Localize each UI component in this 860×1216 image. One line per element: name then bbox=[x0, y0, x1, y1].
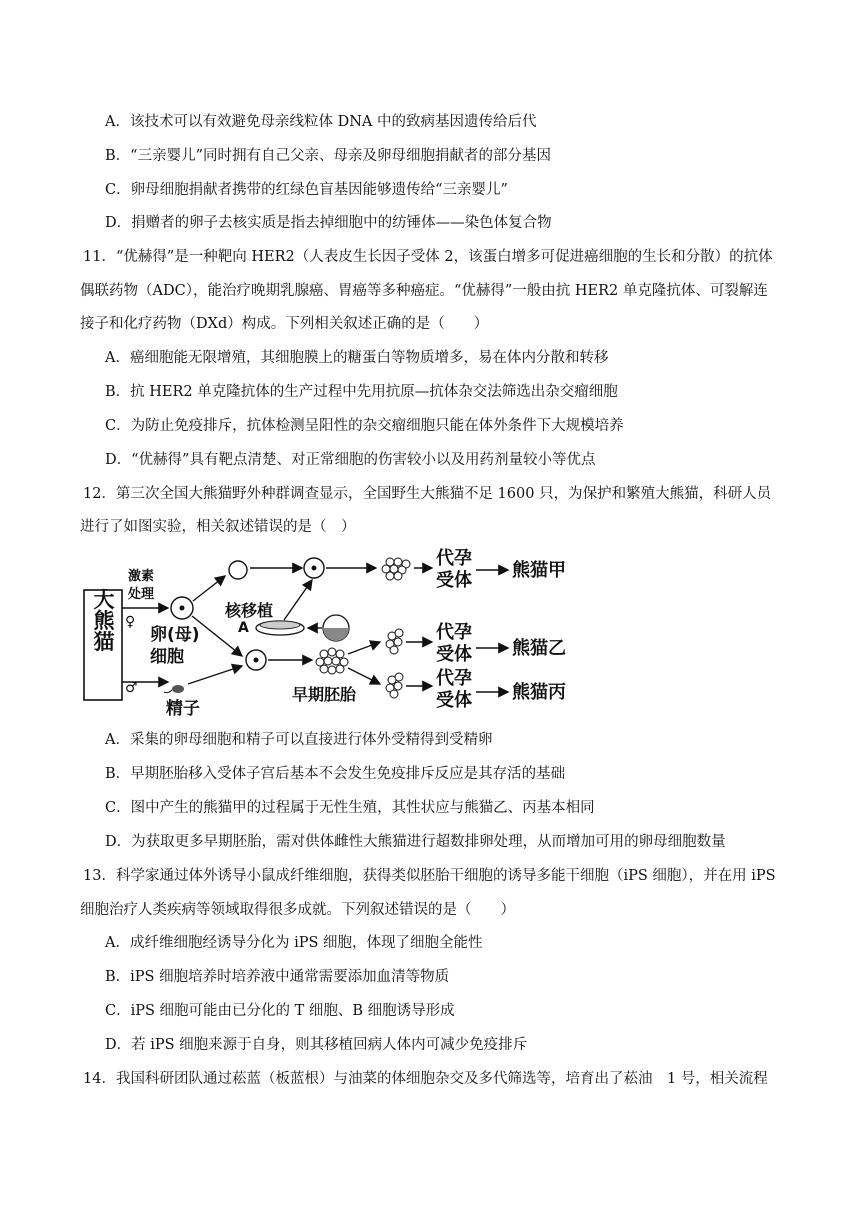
split-embryo-2 bbox=[386, 673, 403, 698]
arrow-dish-to-clone bbox=[284, 580, 312, 620]
female-symbol: ♀ bbox=[125, 614, 136, 630]
cloned-zygote-nucleus bbox=[312, 566, 317, 571]
hormone-label-2: 处理 bbox=[128, 587, 155, 602]
q13-stem-line-2: 细胞治疗人类疾病等领域取得很多成就。下列叙述错误的是（ ） bbox=[80, 902, 515, 918]
ivf-zygote-nucleus bbox=[254, 658, 259, 663]
arrow-embryo-split-down bbox=[348, 668, 380, 684]
egg-nucleus bbox=[180, 606, 185, 611]
q14-stem-line-1: 14．我国科研团队通过菘蓝（板蓝根）与油菜的体细胞杂交及多代筛选等，培育出了菘油 1 号，相关流程 bbox=[83, 1071, 768, 1087]
enucleated-egg bbox=[229, 561, 247, 579]
q12-stem-line-1: 12．第三次全国大熊猫野外种群调查显示，全国野生大熊猫不足 1600 只，为保护和繁殖大熊猫，科研人员 bbox=[83, 486, 772, 502]
male-symbol: ♂ bbox=[125, 680, 138, 696]
q11-option-c: C．为防止免疫排斥，抗体检测呈阳性的杂交瘤细胞只能在体外条件下大规模培养 bbox=[105, 418, 624, 434]
q10-option-c: C．卵母细胞捐献者携带的红绿色盲基因能够遗传给“三亲婴儿” bbox=[105, 182, 508, 198]
panda-yi-label: 熊猫乙 bbox=[512, 638, 566, 659]
q11-stem-line-2: 偶联药物（ADC），能治疗晚期乳腺癌、胃癌等多种癌症。“优赫得”一般由抗 HER2 单克隆抗体、可裂解连 bbox=[80, 283, 768, 299]
q12-option-a: A．采集的卵母细胞和精子可以直接进行体外受精得到受精卵 bbox=[105, 732, 493, 748]
surrogate-3-line-1: 代孕 bbox=[436, 668, 472, 689]
panda-jia-label: 熊猫甲 bbox=[512, 560, 566, 581]
panda-experiment-diagram bbox=[80, 548, 580, 720]
arrow-egg-to-enucleated bbox=[193, 576, 225, 601]
sperm-tail bbox=[164, 690, 172, 693]
q13-option-c: C．iPS 细胞可能由已分化的 T 细胞、B 细胞诱导形成 bbox=[105, 1003, 455, 1019]
q13-option-a: A．成纤维细胞经诱导分化为 iPS 细胞，体现了细胞全能性 bbox=[105, 935, 483, 951]
q11-option-b: B．抗 HER2 单克隆抗体的生产过程中先用抗原—抗体杂交法筛选出杂交瘤细胞 bbox=[105, 384, 618, 400]
q13-stem-line-1: 13．科学家通过体外诱导小鼠成纤维细胞，获得类似胚胎干细胞的诱导多能干细胞（iPS 细胞），并在用 iPS bbox=[83, 868, 776, 884]
q13-option-b: B．iPS 细胞培养时培养液中通常需要添加血清等物质 bbox=[105, 969, 450, 985]
hormone-label-1: 激素 bbox=[128, 569, 155, 584]
panda-box-label: 大熊猫 bbox=[91, 588, 115, 652]
q12-option-d: D．为获取更多早期胚胎，需对供体雌性大熊猫进行超数排卵处理，从而增加可用的卵母细胞数量 bbox=[105, 834, 726, 850]
q13-option-d: D．若 iPS 细胞来源于自身，则其移植回病人体内可减少免疫排斥 bbox=[105, 1037, 528, 1053]
early-embryo-label: 早期胚胎 bbox=[292, 685, 357, 704]
q12-option-c: C．图中产生的熊猫甲的过程属于无性生殖，其性状应与熊猫乙、丙基本相同 bbox=[105, 800, 595, 816]
surrogate-1-line-2: 受体 bbox=[436, 570, 472, 591]
clone-morula bbox=[382, 558, 410, 580]
q11-option-d: D．“优赫得”具有靶点清楚、对正常细胞的伤害较小以及用药剂量较小等优点 bbox=[105, 452, 596, 468]
culture-dish-inner bbox=[260, 621, 300, 629]
q12-option-b: B．早期胚胎移入受体子宫后基本不会发生免疫排斥反应是其存活的基础 bbox=[105, 766, 566, 782]
q11-stem-line-3: 接子和化疗药物（DXd）构成。下列相关叙述正确的是（ ） bbox=[80, 316, 489, 332]
q12-stem-line-2: 进行了如图实验，相关叙述错误的是（ ） bbox=[80, 519, 356, 535]
arrow-sperm-to-zygote bbox=[188, 666, 242, 684]
early-embryo-cluster bbox=[316, 648, 348, 674]
egg-label-2: 细胞 bbox=[150, 647, 184, 667]
surrogate-3-line-2: 受体 bbox=[436, 690, 472, 711]
egg-label-1: 卵(母) bbox=[150, 625, 200, 645]
q10-option-a: A．该技术可以有效避免母亲线粒体 DNA 中的致病基因遗传给后代 bbox=[105, 114, 537, 130]
surrogate-1-line-1: 代孕 bbox=[436, 548, 472, 569]
q11-stem-line-1: 11．“优赫得”是一种靶向 HER2（人表皮生长因子受体 2，该蛋白增多可促进癌细胞的生长和分散）的抗体 bbox=[83, 249, 773, 265]
panda-bing-label: 熊猫丙 bbox=[512, 682, 566, 703]
split-embryo-1 bbox=[386, 629, 403, 654]
arrow-embryo-split-up bbox=[348, 642, 380, 654]
somatic-cell-shade bbox=[323, 628, 349, 641]
surrogate-2-line-2: 受体 bbox=[436, 644, 472, 665]
q10-option-b: B．“三亲婴儿”同时拥有自己父亲、母亲及卵母细胞捐献者的部分基因 bbox=[105, 148, 551, 164]
sperm-head bbox=[172, 685, 184, 693]
surrogate-2-line-1: 代孕 bbox=[436, 622, 472, 643]
q10-option-d: D．捐赠者的卵子去核实质是指去掉细胞中的纺锤体——染色体复合物 bbox=[105, 215, 552, 231]
q11-option-a: A．癌细胞能无限增殖，其细胞膜上的糖蛋白等物质增多，易在体内分散和转移 bbox=[105, 350, 609, 366]
label-a: A bbox=[238, 620, 249, 636]
sperm-label: 精子 bbox=[166, 699, 200, 719]
transfer-label: 核移植 bbox=[225, 601, 274, 620]
